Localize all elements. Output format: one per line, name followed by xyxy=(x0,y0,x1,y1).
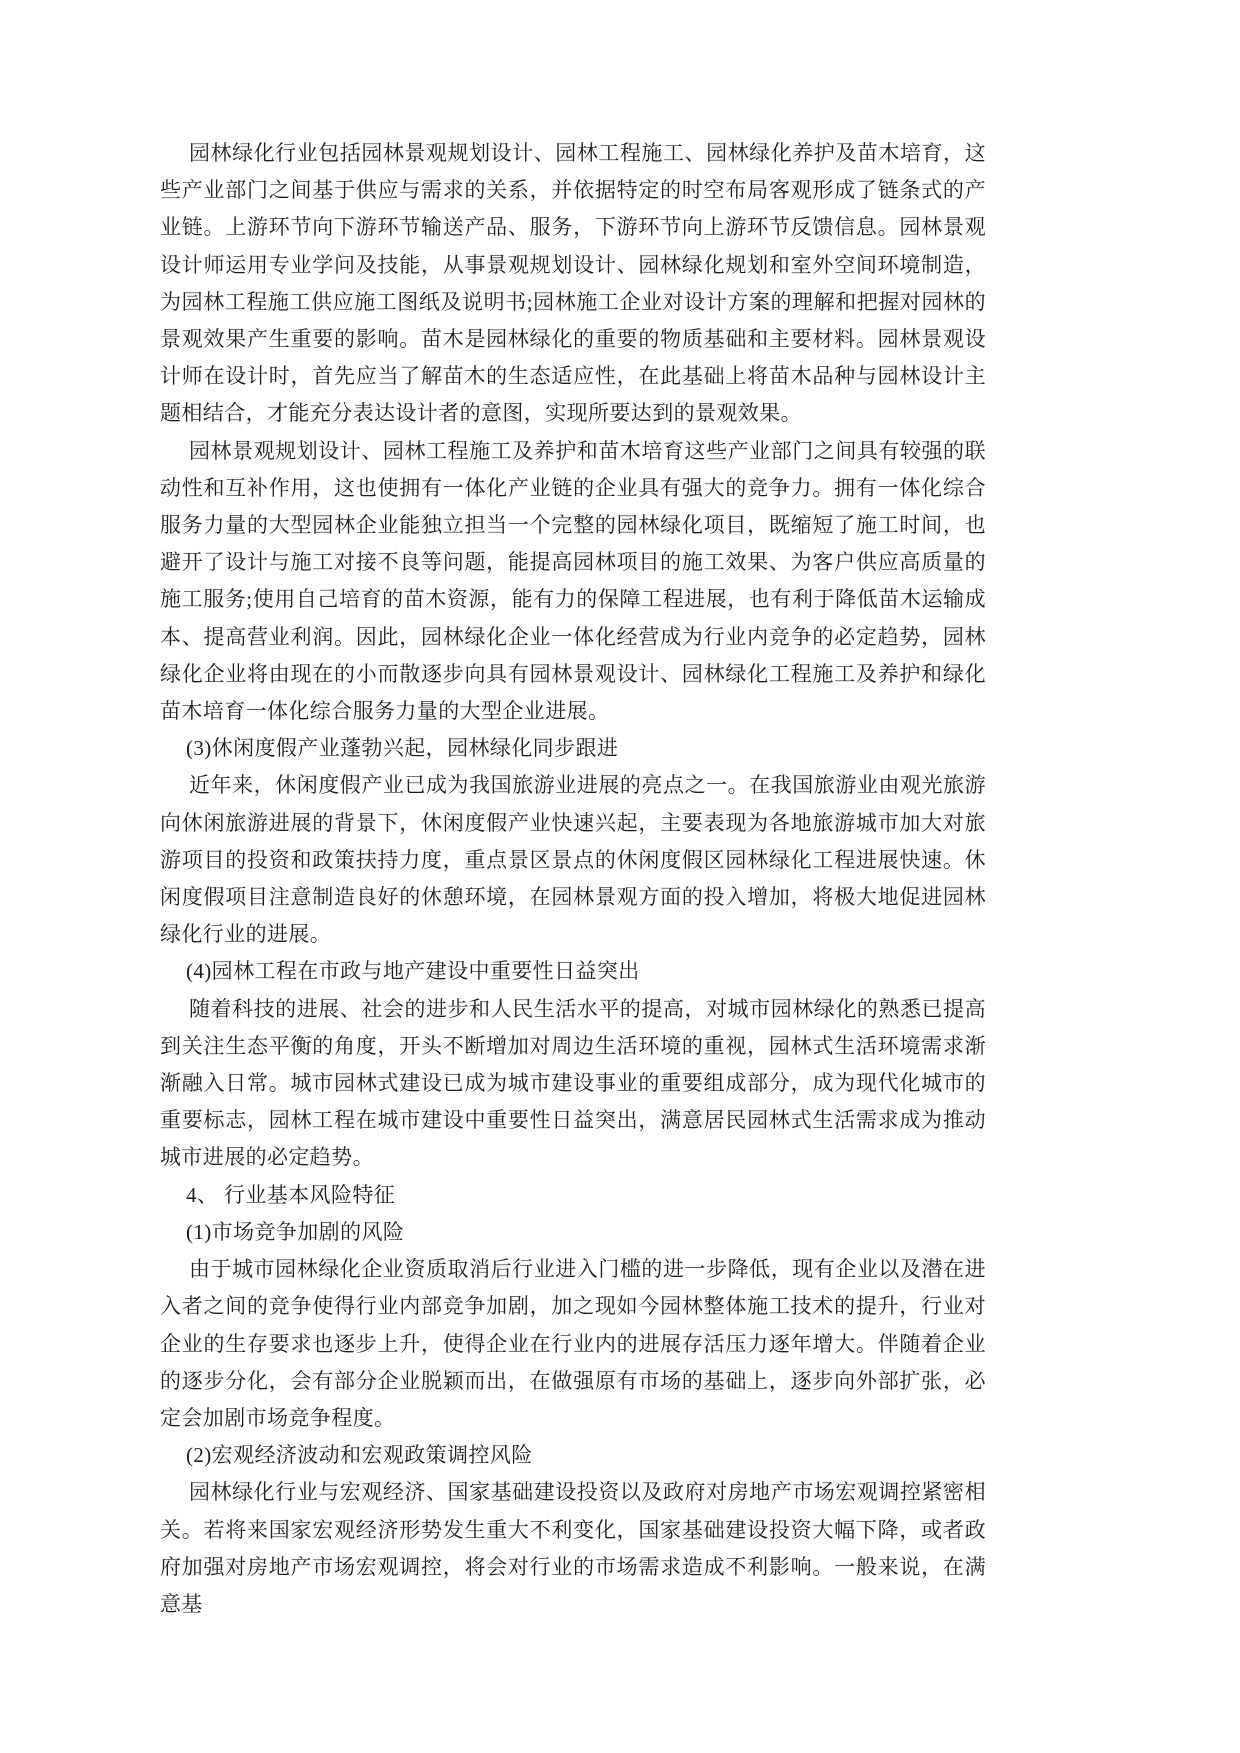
paragraph-industry-chain: 园林绿化行业包括园林景观规划设计、园林工程施工、园林绿化养护及苗木培育，这些产业部门之间基于供应与需求的关系，并依据特定的时空布局客观形成了链条式的产业链。上游环节向下游环节输送产品、服务，下游环节向上游环节反馈信息。园林景观设计师运用专业学问及技能，从事景观规划设计、园林绿化规划和室外空间环境制造，为园林工程施工供应施工图纸及说明书;园林施工企业对设计方案的理解和把握对园林的景观效果产生重要的影响。苗木是园林绿化的重要的物质基础和主要材料。园林景观设计师在设计时，首先应当了解苗木的生态适应性，在此基础上将苗木品种与园林设计主题相结合，才能充分表达设计者的意图，实现所要达到的景观效果。 xyxy=(160,141,986,426)
paragraph-municipal-importance: 随着科技的进展、社会的进步和人民生活水平的提高，对城市园林绿化的熟悉已提高到关注生态平衡的角度，开头不断增加对周边生活环境的重视，园林式生活环境需求渐渐融入日常。城市园林式建设已成为城市建设事业的重要组成部分，成为现代化城市的重要标志，园林工程在城市建设中重要性日益突出，满意居民园林式生活需求成为推动城市进展的必定趋势。 xyxy=(160,996,986,1170)
section-heading-1-market-competition-risk: (1)市场竞争加剧的风险 xyxy=(186,1219,405,1244)
paragraph-market-competition-risk: 由于城市园林绿化企业资质取消后行业进入门槛的进一步降低，现有企业以及潜在进入者之间的竞争使得行业内部竞争加剧，加之现如今园林整体施工技术的提升，行业对企业的生存要求也逐步上升，使得企业在行业内的进展存活压力逐年增大。伴随着企业的逐步分化，会有部分企业脱颖而出，在做强原有市场的基础上，逐步向外部扩张，必定会加剧市场竞争程度。 xyxy=(160,1257,986,1430)
document-text-block xyxy=(160,135,986,1623)
section-heading-risk-characteristics: 4、 行业基本风险特征 xyxy=(186,1182,396,1207)
section-heading-2-macro-economy-risk: (2)宏观经济波动和宏观政策调控风险 xyxy=(186,1443,533,1468)
paragraph-integrated-operation: 园林景观规划设计、园林工程施工及养护和苗木培育这些产业部门之间具有较强的联动性和互补作用，这也使拥有一体化产业链的企业具有强大的竞争力。拥有一体化综合服务力量的大型园林企业能独立担当一个完整的园林绿化项目，既缩短了施工时间，也避开了设计与施工对接不良等问题，能提高园林项目的施工效果、为客户供应高质量的施工服务;使用自己培育的苗木资源，能有力的保障工程进展，也有利于降低苗木运输成本、提高营业利润。因此，园林绿化企业一体化经营成为行业内竞争的必定趋势，园林绿化企业将由现在的小而散逐步向具有园林景观设计、园林绿化工程施工及养护和绿化苗木培育一体化综合服务力量的大型企业进展。 xyxy=(160,438,986,724)
section-heading-3-leisure-tourism: (3)休闲度假产业蓬勃兴起，园林绿化同步跟进 xyxy=(186,736,619,761)
paragraph-macro-economy-risk: 园林绿化行业与宏观经济、国家基础建设投资以及政府对房地产市场宏观调控紧密相关。若将来国家宏观经济形势发生重大不利变化，国家基础建设投资大幅下降，或者政府加强对房地产市场宏观调控，将会对行业的市场需求造成不利影响。一般来说，在满意基 xyxy=(160,1480,986,1616)
paragraph-leisure-tourism: 近年来，休闲度假产业已成为我国旅游业进展的亮点之一。在我国旅游业由观光旅游向休闲旅游进展的背景下，休闲度假产业快速兴起，主要表现为各地旅游城市加大对旅游项目的投资和政策扶持力度，重点景区景点的休闲度假区园林绿化工程进展快速。休闲度假项目注意制造良好的休憩环境，在园林景观方面的投入增加，将极大地促进园林绿化行业的进展。 xyxy=(160,773,986,947)
section-heading-4-municipal-importance: (4)园林工程在市政与地产建设中重要性日益突出 xyxy=(186,959,640,984)
